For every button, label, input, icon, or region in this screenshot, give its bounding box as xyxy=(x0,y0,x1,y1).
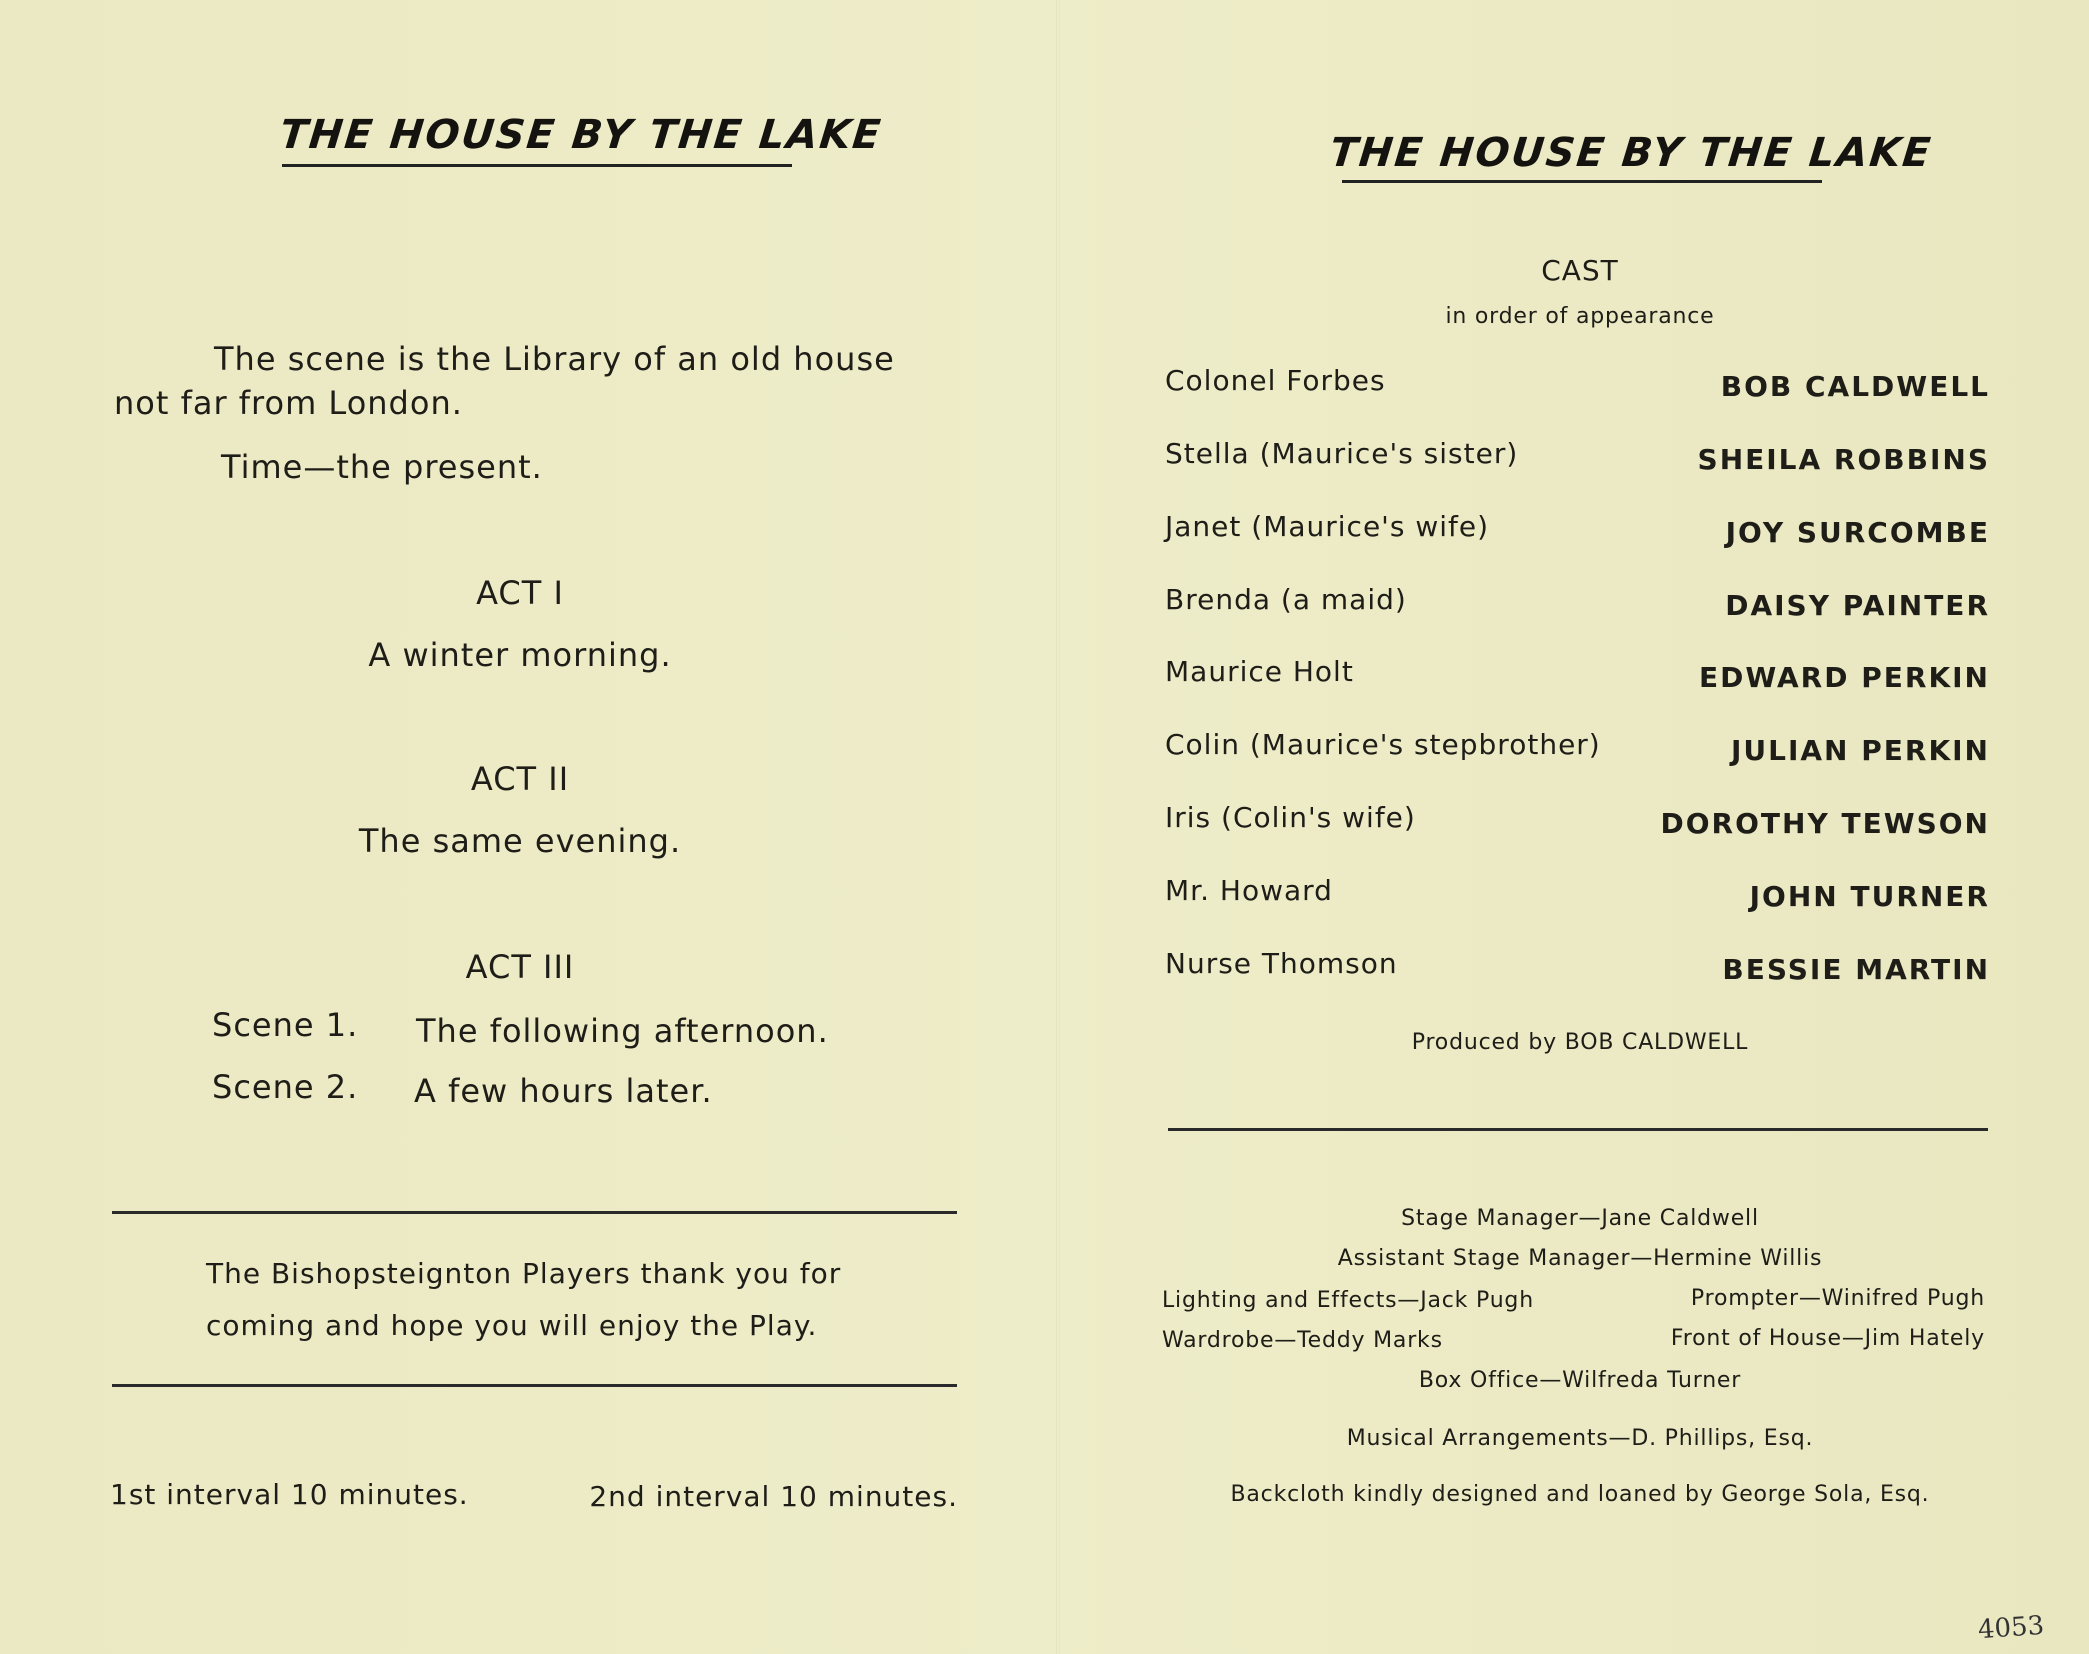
left-divider-bottom xyxy=(112,1384,957,1387)
cast-row xyxy=(1165,437,1990,477)
cast-role: Iris (Colin's wife) xyxy=(1165,801,1416,834)
cast-row xyxy=(1165,364,1990,404)
front-of-house: Front of House—Jim Hately xyxy=(1670,1326,1985,1351)
cast-row xyxy=(1165,947,1990,987)
second-interval: 2nd interval 10 minutes. xyxy=(589,1480,958,1513)
cast-actor: JULIAN PERKIN xyxy=(1730,734,1990,767)
scene-description-line1: The scene is the Library of an old house xyxy=(214,340,895,378)
cast-actor: JOY SURCOMBE xyxy=(1725,516,1990,549)
scene-description-line2: not far from London. xyxy=(114,384,463,422)
first-interval: 1st interval 10 minutes. xyxy=(110,1478,469,1511)
cast-role: Colonel Forbes xyxy=(1165,364,1386,397)
box-office: Box Office—Wilfreda Turner xyxy=(1418,1368,1742,1393)
cast-actor: BOB CALDWELL xyxy=(1720,370,1990,403)
right-page-title: THE HOUSE BY THE LAKE xyxy=(1327,130,1935,176)
scene-2-label: Scene 2. xyxy=(212,1068,359,1106)
cast-actor: DOROTHY TEWSON xyxy=(1660,807,1990,840)
stage-manager: Stage Manager—Jane Caldwell xyxy=(1401,1206,1759,1231)
left-page-title: THE HOUSE BY THE LAKE xyxy=(277,112,885,158)
left-title-underline xyxy=(282,164,792,167)
left-divider-top xyxy=(112,1211,957,1214)
cast-role: Janet (Maurice's wife) xyxy=(1165,510,1490,543)
cast-actor: BESSIE MARTIN xyxy=(1722,953,1990,986)
act-1-description: A winter morning. xyxy=(368,636,672,674)
cast-role: Colin (Maurice's stepbrother) xyxy=(1165,728,1601,761)
cast-role: Maurice Holt xyxy=(1165,655,1354,688)
prompter: Prompter—Winifred Pugh xyxy=(1690,1286,1985,1311)
lighting-effects: Lighting and Effects—Jack Pugh xyxy=(1162,1288,1534,1313)
cast-role: Nurse Thomson xyxy=(1165,947,1398,980)
cast-role: Stella (Maurice's sister) xyxy=(1165,437,1519,470)
act-3-heading: ACT III xyxy=(465,948,575,986)
cast-role: Brenda (a maid) xyxy=(1165,583,1407,616)
cast-heading: CAST xyxy=(1541,254,1619,287)
cast-row xyxy=(1165,510,1990,550)
assistant-stage-manager: Assistant Stage Manager—Hermine Willis xyxy=(1337,1246,1823,1271)
right-divider xyxy=(1168,1128,1988,1131)
cast-subheading: in order of appearance xyxy=(1445,304,1715,329)
cast-actor: JOHN TURNER xyxy=(1749,880,1990,913)
scene-2-description: A few hours later. xyxy=(414,1072,713,1110)
wardrobe: Wardrobe—Teddy Marks xyxy=(1162,1328,1443,1353)
cast-row xyxy=(1165,655,1990,695)
cast-row xyxy=(1165,728,1990,768)
act-1-heading: ACT I xyxy=(476,574,564,612)
act-2-description: The same evening. xyxy=(358,822,682,860)
scene-1-label: Scene 1. xyxy=(212,1006,359,1044)
musical-arrangements: Musical Arrangements—D. Phillips, Esq. xyxy=(1346,1426,1814,1451)
cast-actor: SHEILA ROBBINS xyxy=(1697,443,1990,476)
thanks-line1: The Bishopsteignton Players thank you for xyxy=(206,1257,842,1290)
cast-row xyxy=(1165,874,1990,914)
cast-row xyxy=(1165,801,1990,841)
produced-by: Produced by BOB CALDWELL xyxy=(1411,1030,1749,1055)
cast-row xyxy=(1165,583,1990,623)
act-2-heading: ACT II xyxy=(470,760,570,798)
cast-role: Mr. Howard xyxy=(1165,874,1333,907)
scene-1-description: The following afternoon. xyxy=(416,1012,829,1050)
time-line: Time—the present. xyxy=(221,448,543,486)
right-title-underline xyxy=(1342,180,1822,183)
backcloth-credit: Backcloth kindly designed and loaned by George Sola, Esq. xyxy=(1230,1482,1930,1507)
pencil-catalogue-number: 4053 xyxy=(1977,1610,2046,1646)
cast-actor: DAISY PAINTER xyxy=(1725,589,1990,622)
center-fold xyxy=(1056,0,1060,1654)
cast-actor: EDWARD PERKIN xyxy=(1699,661,1990,694)
thanks-line2: coming and hope you will enjoy the Play. xyxy=(206,1309,818,1342)
